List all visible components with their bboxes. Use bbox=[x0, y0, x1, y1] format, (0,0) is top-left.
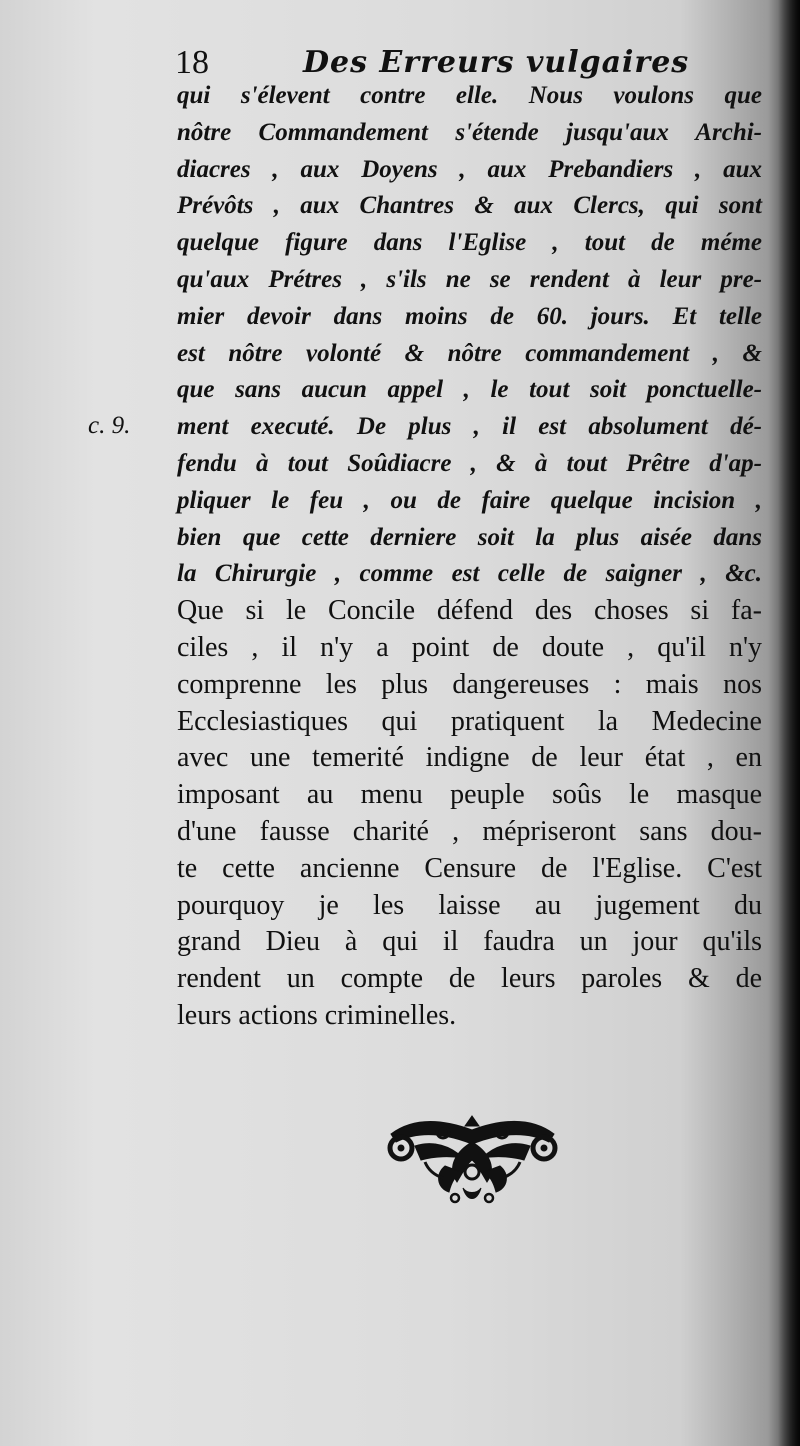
text-line: avec une temerité indigne de leur état , en bbox=[177, 742, 762, 774]
page-number: 18 bbox=[175, 44, 209, 81]
body-text bbox=[177, 78, 762, 1035]
text-line: pliquer le feu , ou de faire quelque incision , bbox=[177, 486, 762, 514]
text-line: grand Dieu à qui il faudra un jour qu'ils bbox=[177, 926, 762, 958]
text-line: que sans aucun appel , le tout soit ponctuelle- bbox=[177, 376, 762, 404]
text-line: comprenne les plus dangereuses : mais nos bbox=[177, 668, 762, 700]
text-line: ment executé. De plus , il est absolument dé- bbox=[177, 413, 762, 441]
text-line: la Chirurgie , comme est celle de saigner , &c. bbox=[177, 560, 762, 588]
text-line: Prévôts , aux Chantres & aux Clercs, qui sont bbox=[177, 192, 762, 220]
text-line: leurs actions criminelles. bbox=[177, 999, 457, 1031]
text-line: Ecclesiastiques qui pratiquent la Medecine bbox=[177, 705, 762, 737]
fleuron-ornament-icon bbox=[385, 1112, 560, 1204]
text-line: imposant au menu peuple soûs le masque bbox=[177, 779, 762, 811]
text-line: nôtre Commandement s'étende jusqu'aux Archi- bbox=[177, 118, 762, 146]
text-line: te cette ancienne Censure de l'Eglise. C'est bbox=[177, 852, 762, 884]
text-line: quelque figure dans l'Eglise , tout de méme bbox=[177, 229, 762, 257]
text-line: diacres , aux Doyens , aux Prebandiers , aux bbox=[177, 155, 762, 183]
text-line: d'une fausse charité , mépriseront sans dou- bbox=[177, 815, 762, 847]
text-line: pourquoy je les laisse au jugement du bbox=[177, 889, 762, 921]
margin-note: c. 9. bbox=[88, 412, 131, 439]
text-line: qu'aux Prétres , s'ils ne se rendent à leur pre- bbox=[177, 265, 762, 293]
text-line: qui s'élevent contre elle. Nous voulons que bbox=[177, 82, 762, 109]
text-line: est nôtre volonté & nôtre commandement , & bbox=[177, 339, 762, 367]
text-line: rendent un compte de leurs paroles & de bbox=[177, 963, 762, 995]
running-head: Des Erreurs vulgaires bbox=[303, 45, 690, 80]
italic-passage bbox=[177, 78, 762, 593]
text-line: Que si le Concile défend des choses si fa- bbox=[177, 595, 762, 627]
roman-passage bbox=[177, 593, 762, 1035]
text-line: mier devoir dans moins de 60. jours. Et telle bbox=[177, 302, 762, 330]
text-line: bien que cette derniere soit la plus aisée dans bbox=[177, 523, 762, 551]
text-line: fendu à tout Soûdiacre , & à tout Prêtre d'ap- bbox=[177, 449, 762, 477]
text-line: ciles , il n'y a point de doute , qu'il n'y bbox=[177, 631, 762, 663]
